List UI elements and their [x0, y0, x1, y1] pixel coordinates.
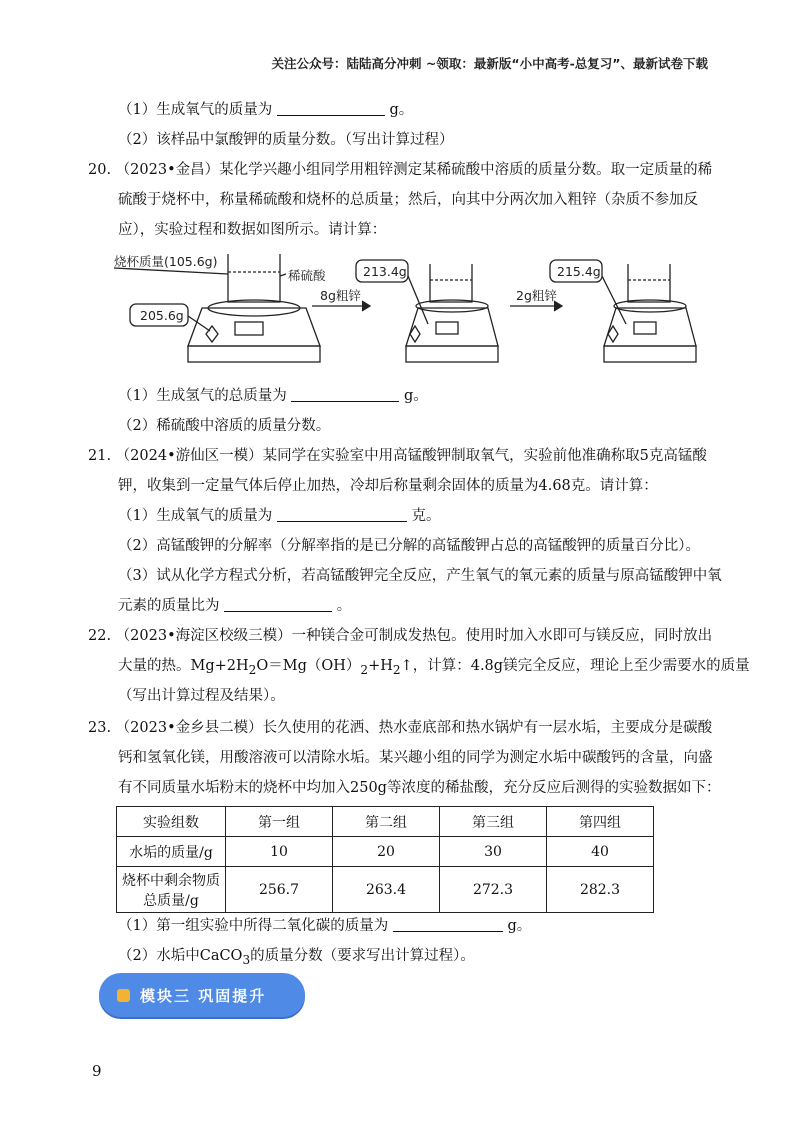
- q21-sub3-end: 。: [336, 598, 352, 614]
- row-label-line: 总质量/g: [143, 892, 199, 909]
- q22-line2: [118, 654, 750, 677]
- q20-line1-text: （2023•金昌）某化学兴趣小组同学用粗锌测定某稀硫酸中溶质的质量分数。取一定质量的稀: [115, 162, 713, 178]
- q20-sub1: [118, 384, 428, 405]
- table-cell: 20: [333, 837, 440, 867]
- beaker-3: [628, 264, 670, 302]
- readout-1: 205.6g: [140, 308, 184, 323]
- q22-number: 22.: [88, 628, 112, 644]
- q22-eq-part: 大量的热。Mg+2H: [118, 658, 249, 674]
- table-header: 实验组数: [117, 807, 226, 837]
- q22-eq-part: O＝Mg（OH）: [256, 658, 361, 674]
- table-cell: 40: [547, 837, 654, 867]
- q21-sub1-text: （1）生成氧气的质量为: [118, 508, 273, 524]
- q23-line1: [88, 716, 712, 737]
- q23-sub1-unit: g。: [507, 918, 532, 934]
- q20-line2: 硫酸于烧杯中，称量稀硫酸和烧杯的总质量；然后，向其中分两次加入粗锌（杂质不参加反: [118, 192, 698, 208]
- table-cell: 272.3: [440, 867, 547, 913]
- answer-blank: [277, 101, 385, 116]
- experiment-data-table: [116, 806, 654, 913]
- answer-blank: [393, 917, 503, 932]
- q20-number: 20.: [88, 162, 112, 178]
- answer-blank: [277, 507, 407, 522]
- table-header: 第一组: [226, 807, 333, 837]
- q21-sub1: [118, 504, 440, 525]
- q20-sub2: （2）稀硫酸中溶质的质量分数。: [118, 418, 331, 434]
- table-cell: [117, 867, 226, 913]
- q20-experiment-figure: [110, 246, 710, 374]
- table-cell: 282.3: [547, 867, 654, 913]
- q23-sub1-text: （1）第一组实验中所得二氧化碳的质量为: [118, 918, 389, 934]
- scale-2: [406, 308, 498, 346]
- q21-line1-text: （2024•游仙区一模）某同学在实验室中用高锰酸钾制取氧气，实验前他准确称取5克高锰酸: [115, 448, 707, 464]
- q23-number: 23.: [88, 720, 112, 736]
- subscript: 2: [392, 662, 401, 677]
- section-badge: [99, 973, 305, 1017]
- beaker-2: [430, 264, 472, 302]
- q20-sub1-unit: g。: [403, 388, 428, 404]
- q23-sub2-part: （2）水垢中CaCO: [118, 948, 243, 964]
- row-label-line: 烧杯中剩余物质: [122, 872, 220, 889]
- q21-sub2: （2）高锰酸钾的分解率（分解率指的是已分解的高锰酸钾占总的高锰酸钾的质量百分比）。: [118, 538, 700, 554]
- answer-blank: [291, 387, 399, 402]
- beaker-mass-label: 烧杯质量(105.6g): [114, 254, 218, 269]
- q21-sub1-unit: 克。: [411, 508, 441, 524]
- table-cell: 263.4: [333, 867, 440, 913]
- subscript: 3: [242, 952, 251, 967]
- table-row: [117, 867, 654, 913]
- scale-3: [604, 308, 696, 346]
- q21-sub3-cont: [118, 594, 351, 615]
- table-header: 第三组: [440, 807, 547, 837]
- q22-line3: （写出计算过程及结果）。: [118, 688, 285, 704]
- table-header-row: [117, 807, 654, 837]
- q23-line1-text: （2023•金乡县二模）长久使用的花洒、热水壶底部和热水锅炉有一层水垢，主要成分是碳酸: [115, 720, 713, 736]
- q20-sub1-text: （1）生成氢气的总质量为: [118, 388, 287, 404]
- table-header: 第二组: [333, 807, 440, 837]
- q22-eq-part: +H: [368, 658, 393, 674]
- q21-line2: 钾，收集到一定量气体后停止加热，冷却后称量剩余固体的质量为4.68克。请计算：: [118, 478, 658, 494]
- readout-2: 213.4g: [363, 264, 407, 279]
- table-header: 第四组: [547, 807, 654, 837]
- q22-line1: [88, 624, 712, 645]
- table-cell: 10: [226, 837, 333, 867]
- beaker-1: [228, 254, 280, 302]
- prev-sub2: （2）该样品中氯酸钾的质量分数。（写出计算过程）: [118, 132, 454, 148]
- table-cell: 256.7: [226, 867, 333, 913]
- answer-blank: [224, 597, 332, 612]
- q23-line2: 钙和氢氧化镁，用酸溶液可以清除水垢。某兴趣小组的同学为测定水垢中碳酸钙的含量，向盛: [118, 750, 713, 766]
- page-number: 9: [92, 1062, 102, 1080]
- q21-sub3-cont-text: 元素的质量比为: [118, 598, 220, 614]
- prev-sub1-text: （1）生成氧气的质量为: [118, 102, 273, 118]
- table-row: [117, 837, 654, 867]
- scale-1: [188, 308, 320, 346]
- q23-line3: 有不同质量水垢粉末的烧杯中均加入250g等浓度的稀盐酸，充分反应后测得的实验数据如下：: [118, 780, 721, 796]
- q20-line3: 应），实验过程和数据如图所示。请计算：: [118, 222, 387, 238]
- q21-line1: [88, 444, 707, 465]
- prev-sub1-unit: g。: [389, 102, 414, 118]
- q23-sub2: [118, 944, 475, 967]
- q23-sub2-part: 的质量分数（要求写出计算过程）。: [250, 948, 475, 964]
- arrow-1-label: 8g粗锌: [320, 288, 361, 303]
- q22-eq-part: ↑，计算：4.8g镁完全反应，理论上至少需要水的质量: [400, 658, 750, 674]
- table-cell: 30: [440, 837, 547, 867]
- q21-number: 21.: [88, 448, 112, 464]
- table-cell: 水垢的质量/g: [117, 837, 226, 867]
- section-badge-label: 模块三 巩固提升: [140, 986, 267, 1005]
- prev-sub1: [118, 98, 413, 119]
- subscript: 2: [248, 662, 257, 677]
- page-header: 关注公众号：陆陆高分冲刺 ~领取：最新版“小中高考-总复习”、最新试卷下载: [271, 56, 708, 71]
- q22-line1-text: （2023•海淀区校级三模）一种镁合金可制成发热包。使用时加入水即可与镁反应，同时放出: [115, 628, 713, 644]
- q20-line1: [88, 158, 712, 179]
- acid-label: 稀硫酸: [288, 268, 326, 283]
- subscript: 2: [360, 662, 369, 677]
- q21-sub3: （3）试从化学方程式分析，若高锰酸钾完全反应，产生氧气的氧元素的质量与原高锰酸钾中氧: [118, 568, 722, 584]
- readout-3: 215.4g: [557, 264, 601, 279]
- arrow-2-label: 2g粗锌: [516, 288, 557, 303]
- lightbulb-icon: [117, 989, 130, 1002]
- q23-sub1: [118, 914, 531, 935]
